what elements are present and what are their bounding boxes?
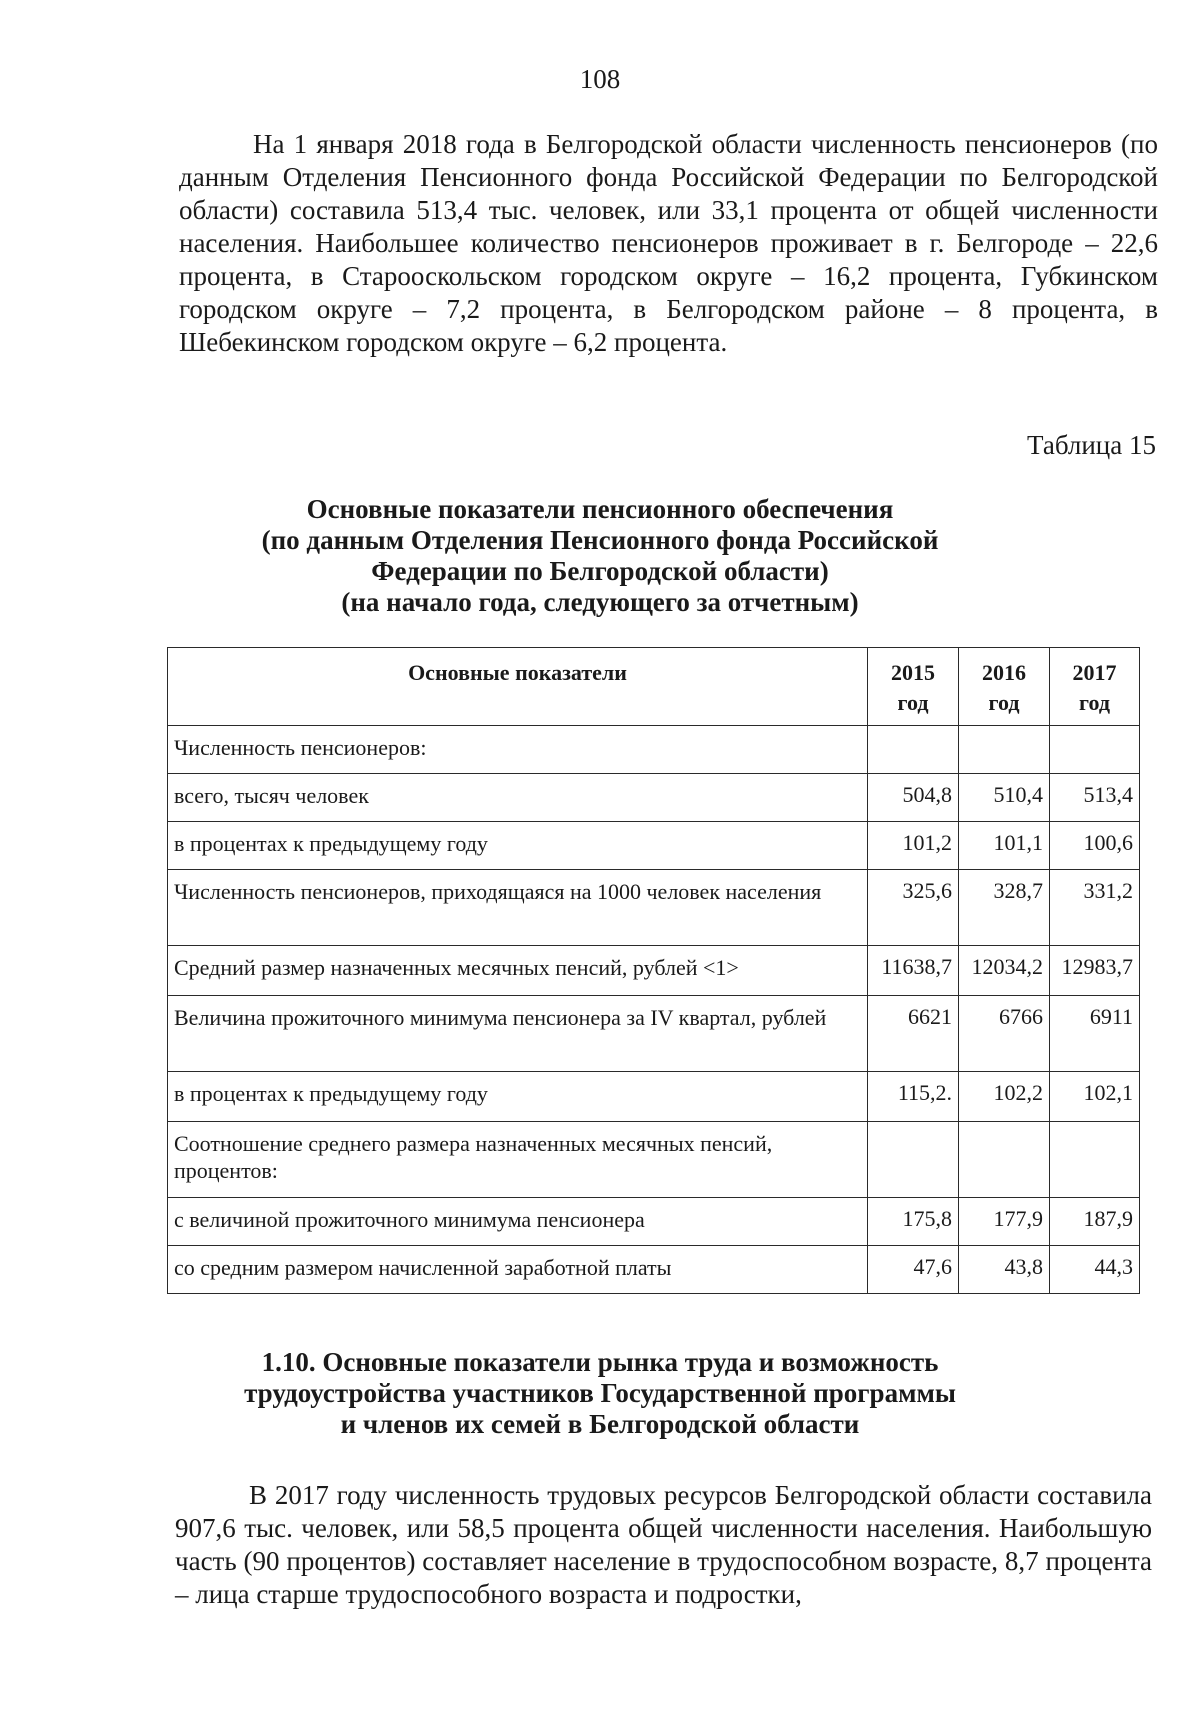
- row-value: [868, 726, 959, 774]
- table-title-line: Федерации по Белгородской области): [371, 556, 829, 586]
- row-value: 102,1: [1050, 1072, 1140, 1122]
- table-title-line: (на начало года, следующего за отчетным): [341, 587, 859, 617]
- row-value: 115,2.: [868, 1072, 959, 1122]
- table-row: [168, 1198, 1140, 1246]
- section-heading-line: 1.10. Основные показатели рынка труда и возможность: [261, 1347, 939, 1377]
- row-value: 6911: [1050, 996, 1140, 1072]
- closing-paragraph: В 2017 году численность трудовых ресурсов Белгородской области составила 907,6 тыс. человек, или 58,5 процента общей численности населения. Наибольшую часть (90 процентов) составляет население в трудоспособном возрасте, 8,7 процента – лица старше трудоспособного возраста и подростки,: [175, 1480, 1152, 1609]
- table-row: [168, 946, 1140, 996]
- header-year: 2015 год: [868, 648, 959, 726]
- row-value: 331,2: [1050, 870, 1140, 946]
- row-value: 513,4: [1050, 774, 1140, 822]
- row-value: 102,2: [959, 1072, 1050, 1122]
- table-row: [168, 1122, 1140, 1198]
- table-row: [168, 774, 1140, 822]
- section-heading-line: и членов их семей в Белгородской области: [340, 1409, 860, 1439]
- table-header-row: [168, 648, 1140, 726]
- table-row: [168, 996, 1140, 1072]
- row-value: 325,6: [868, 870, 959, 946]
- row-value: 11638,7: [868, 946, 959, 996]
- row-label: Соотношение среднего размера назначенных месячных пенсий, процентов:: [168, 1122, 868, 1198]
- row-value: 101,1: [959, 822, 1050, 870]
- row-value: [1050, 1122, 1140, 1198]
- row-value: 177,9: [959, 1198, 1050, 1246]
- table-row: [168, 822, 1140, 870]
- row-label: Величина прожиточного минимума пенсионера за IV квартал, рублей: [168, 996, 868, 1072]
- table-title-line: (по данным Отделения Пенсионного фонда Российской: [261, 525, 939, 555]
- row-label: Численность пенсионеров:: [168, 726, 868, 774]
- table-row: [168, 870, 1140, 946]
- row-label: всего, тысяч человек: [168, 774, 868, 822]
- table-label: Таблица 15: [1027, 430, 1156, 460]
- row-label: в процентах к предыдущему году: [168, 1072, 868, 1122]
- row-value: [959, 726, 1050, 774]
- section-heading: [160, 1347, 1040, 1440]
- table-row: [168, 1246, 1140, 1294]
- row-label: Средний размер назначенных месячных пенсий, рублей <1>: [168, 946, 868, 996]
- table-title: [150, 494, 1050, 618]
- row-value: 6621: [868, 996, 959, 1072]
- header-year: 2017 год: [1050, 648, 1140, 726]
- row-value: [959, 1122, 1050, 1198]
- header-indicator: Основные показатели: [168, 648, 868, 726]
- row-value: 187,9: [1050, 1198, 1140, 1246]
- row-value: 12983,7: [1050, 946, 1140, 996]
- page-number: 108: [579, 64, 621, 94]
- row-label: в процентах к предыдущему году: [168, 822, 868, 870]
- row-label: Численность пенсионеров, приходящаяся на 1000 человек населения: [168, 870, 868, 946]
- section-heading-line: трудоустройства участников Государственной программы: [244, 1378, 956, 1408]
- row-value: 510,4: [959, 774, 1050, 822]
- row-value: 6766: [959, 996, 1050, 1072]
- row-label: с величиной прожиточного минимума пенсионера: [168, 1198, 868, 1246]
- table-row: [168, 726, 1140, 774]
- row-value: 101,2: [868, 822, 959, 870]
- row-value: 175,8: [868, 1198, 959, 1246]
- row-label: со средним размером начисленной заработной платы: [168, 1246, 868, 1294]
- pension-indicators-table: [167, 647, 1140, 1294]
- row-value: 43,8: [959, 1246, 1050, 1294]
- row-value: 47,6: [868, 1246, 959, 1294]
- row-value: 504,8: [868, 774, 959, 822]
- row-value: 100,6: [1050, 822, 1140, 870]
- row-value: 12034,2: [959, 946, 1050, 996]
- header-year: 2016 год: [959, 648, 1050, 726]
- row-value: [868, 1122, 959, 1198]
- row-value: [1050, 726, 1140, 774]
- table-title-line: Основные показатели пенсионного обеспечения: [306, 494, 894, 524]
- table-row: [168, 1072, 1140, 1122]
- row-value: 328,7: [959, 870, 1050, 946]
- row-value: 44,3: [1050, 1246, 1140, 1294]
- intro-paragraph: На 1 января 2018 года в Белгородской области численность пенсионеров (по данным Отделения Пенсионного фонда Российской Федерации по Белгородской области) составила 513,4 тыс. человек, или 33,1 процента от общей численности населения. Наибольшее количество пенсионеров проживает в г. Белгороде – 22,6 процента, в Старооскольском городском округе – 16,2 процента, Губкинском городском округе – 7,2 процента, в Белгородском районе – 8 процента, в Шебекинском городском округе – 6,2 процента.: [179, 129, 1158, 357]
